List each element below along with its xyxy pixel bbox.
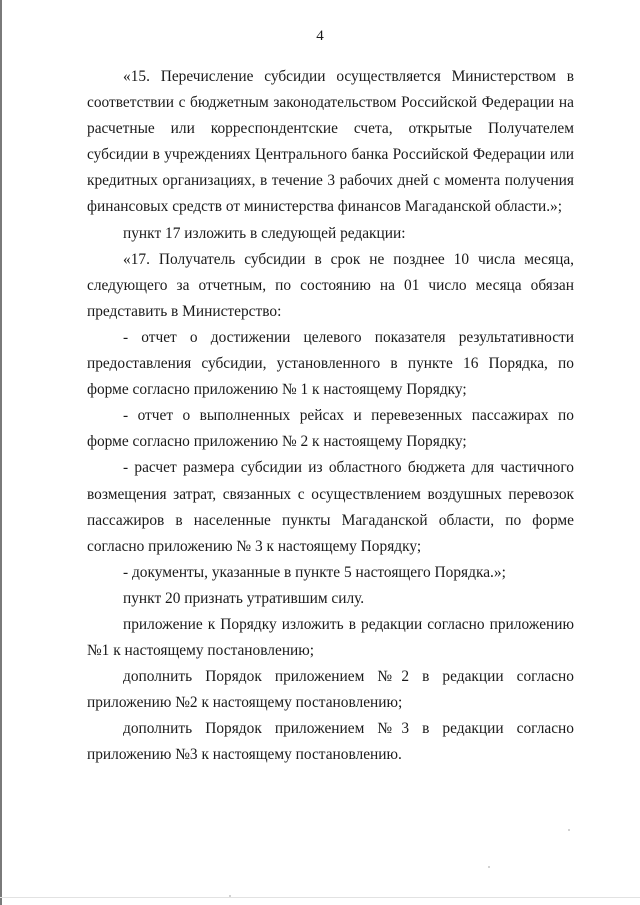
list-item-documents: - документы, указанные в пункте 5 настоящего Порядка.»; bbox=[123, 563, 506, 581]
scan-bottom-line bbox=[0, 897, 640, 898]
paragraph-appendix-2: дополнить Порядок приложением №2 в редакции согласно приложению №2 к настоящему постановлению; bbox=[87, 668, 574, 712]
paragraph-appendix-3: дополнить Порядок приложением №3 в редакции согласно приложению №3 к настоящему постановлению. bbox=[87, 720, 574, 764]
scan-mark bbox=[568, 829, 570, 831]
document-body bbox=[87, 64, 574, 769]
page-left-edge bbox=[0, 0, 2, 905]
list-item-subsidy-calculation: - расчет размера субсидии из областного бюджета для частичного возмещения затрат, связанных с осуществлением воздушных перевозок пассажиров в населенные пункты Магаданской области, по форме согласно приложению № 3 к настоящему Порядку; bbox=[87, 459, 574, 555]
paragraph-point-15: «15. Перечисление субсидии осуществляется Министерством в соответствии с бюджетным законодательством Российской Федерации на расчетные или корреспондентские счета, открытые Получателем субсидии в учреждениях Центрального банка Российской Федерации или кредитных организациях, в течение 3 рабочих дней с момента получения финансовых средств от министерства финансов Магаданской области.»; bbox=[87, 68, 574, 216]
list-item-report-target: - отчет о достижении целевого показателя результативности предоставления субсидии, установленного в пункте 16 Порядка, по форме согласно приложению № 1 к настоящему Порядку; bbox=[87, 328, 574, 399]
list-item-report-flights: - отчет о выполненных рейсах и перевезенных пассажирах по форме согласно приложению № 2 к настоящему Порядку; bbox=[87, 407, 574, 451]
paragraph-point-17-intro: пункт 17 изложить в следующей редакции: bbox=[123, 224, 406, 242]
scan-mark bbox=[488, 866, 490, 868]
paragraph-point-20: пункт 20 признать утратившим силу. bbox=[123, 589, 365, 607]
page-number: 4 bbox=[316, 28, 324, 44]
paragraph-point-17: «17. Получатель субсидии в срок не позднее 10 числа месяца, следующего за отчетным, по состоянию на 01 число месяца обязан представить в Министерство: bbox=[87, 250, 574, 320]
paragraph-appendix-1: приложение к Порядку изложить в редакции согласно приложению №1 к настоящему постановлению; bbox=[87, 615, 574, 660]
